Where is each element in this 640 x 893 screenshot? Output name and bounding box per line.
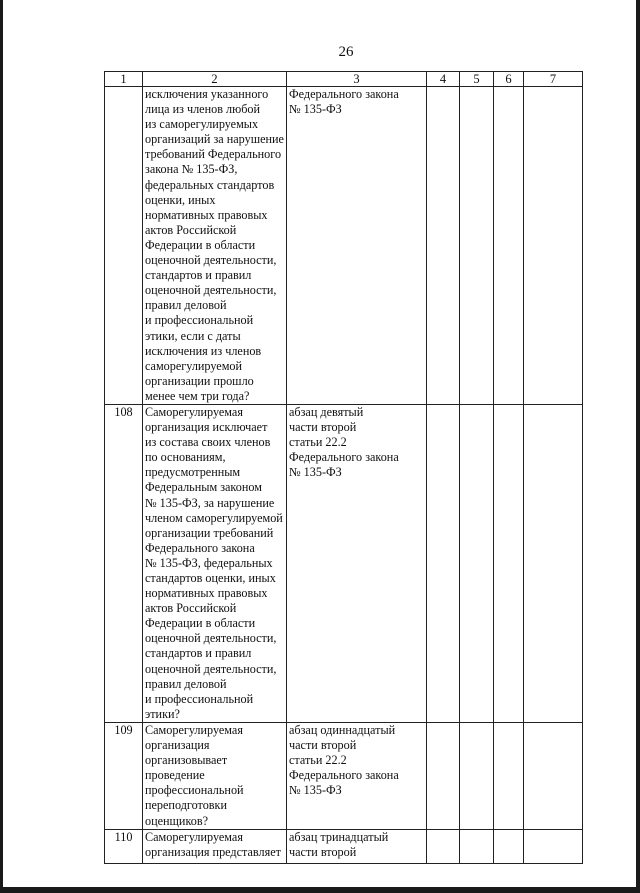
legal-reference: абзац одиннадцатый части второй статьи 22.2 Федерального закона № 135-ФЗ — [287, 722, 427, 829]
answer-cell-na — [494, 404, 524, 722]
table-header-row — [105, 72, 583, 87]
legal-reference: абзац девятый части второй статьи 22.2 Федерального закона № 135-ФЗ — [287, 404, 427, 722]
row-number: 109 — [105, 722, 143, 829]
header-col-2: 2 — [143, 72, 287, 87]
page-number: 26 — [338, 44, 354, 60]
answer-cell-yes — [427, 829, 460, 863]
header-col-4: 4 — [427, 72, 460, 87]
answer-cell-no — [460, 722, 494, 829]
note-cell — [524, 87, 583, 405]
requirements-table — [104, 71, 583, 864]
answer-cell-na — [494, 87, 524, 405]
answer-cell-no — [460, 404, 494, 722]
scan-border-bottom — [0, 887, 640, 893]
legal-reference: абзац тринадцатый части второй — [287, 829, 427, 863]
legal-reference: Федерального закона № 135-ФЗ — [287, 87, 427, 405]
answer-cell-yes — [427, 722, 460, 829]
answer-cell-na — [494, 829, 524, 863]
requirement-text: Саморегулируемая организация представляет — [143, 829, 287, 863]
table-row — [105, 722, 583, 829]
answer-cell-no — [460, 829, 494, 863]
answer-cell-yes — [427, 87, 460, 405]
header-col-1: 1 — [105, 72, 143, 87]
scan-border-left — [0, 0, 3, 893]
row-number: 110 — [105, 829, 143, 863]
note-cell — [524, 404, 583, 722]
scan-border-right — [636, 0, 640, 893]
header-col-7: 7 — [524, 72, 583, 87]
header-col-3: 3 — [287, 72, 427, 87]
note-cell — [524, 829, 583, 863]
answer-cell-no — [460, 87, 494, 405]
row-number — [105, 87, 143, 405]
table-row — [105, 404, 583, 722]
header-col-6: 6 — [494, 72, 524, 87]
requirement-text: Саморегулируемая организация исключает из состава своих членов по основаниям, предусмотренным Федеральным законом № 135-ФЗ, за нарушение членом саморегулируемой организации требований Федерального закона № 135-ФЗ, федеральных стандартов оценки, иных нормативных правовых актов Российской Федерации в области оценочной деятельности, стандартов и правил оценочной деятельности, правил деловой и профессиональной этики? — [143, 404, 287, 722]
answer-cell-yes — [427, 404, 460, 722]
table-row — [105, 87, 583, 405]
note-cell — [524, 722, 583, 829]
row-number: 108 — [105, 404, 143, 722]
header-col-5: 5 — [460, 72, 494, 87]
answer-cell-na — [494, 722, 524, 829]
table-row — [105, 829, 583, 863]
requirement-text: Саморегулируемая организация организовывает проведение профессиональной переподготовки оценщиков? — [143, 722, 287, 829]
requirement-text: исключения указанного лица из членов любой из саморегулируемых организаций за нарушение требований Федерального закона № 135-ФЗ, федеральных стандартов оценки, иных нормативных правовых актов Российской Федерации в области оценочной деятельности, стандартов и правил оценочной деятельности, правил деловой и профессиональной этики, если с даты исключения из членов саморегулируемой организации прошло менее чем три года? — [143, 87, 287, 405]
